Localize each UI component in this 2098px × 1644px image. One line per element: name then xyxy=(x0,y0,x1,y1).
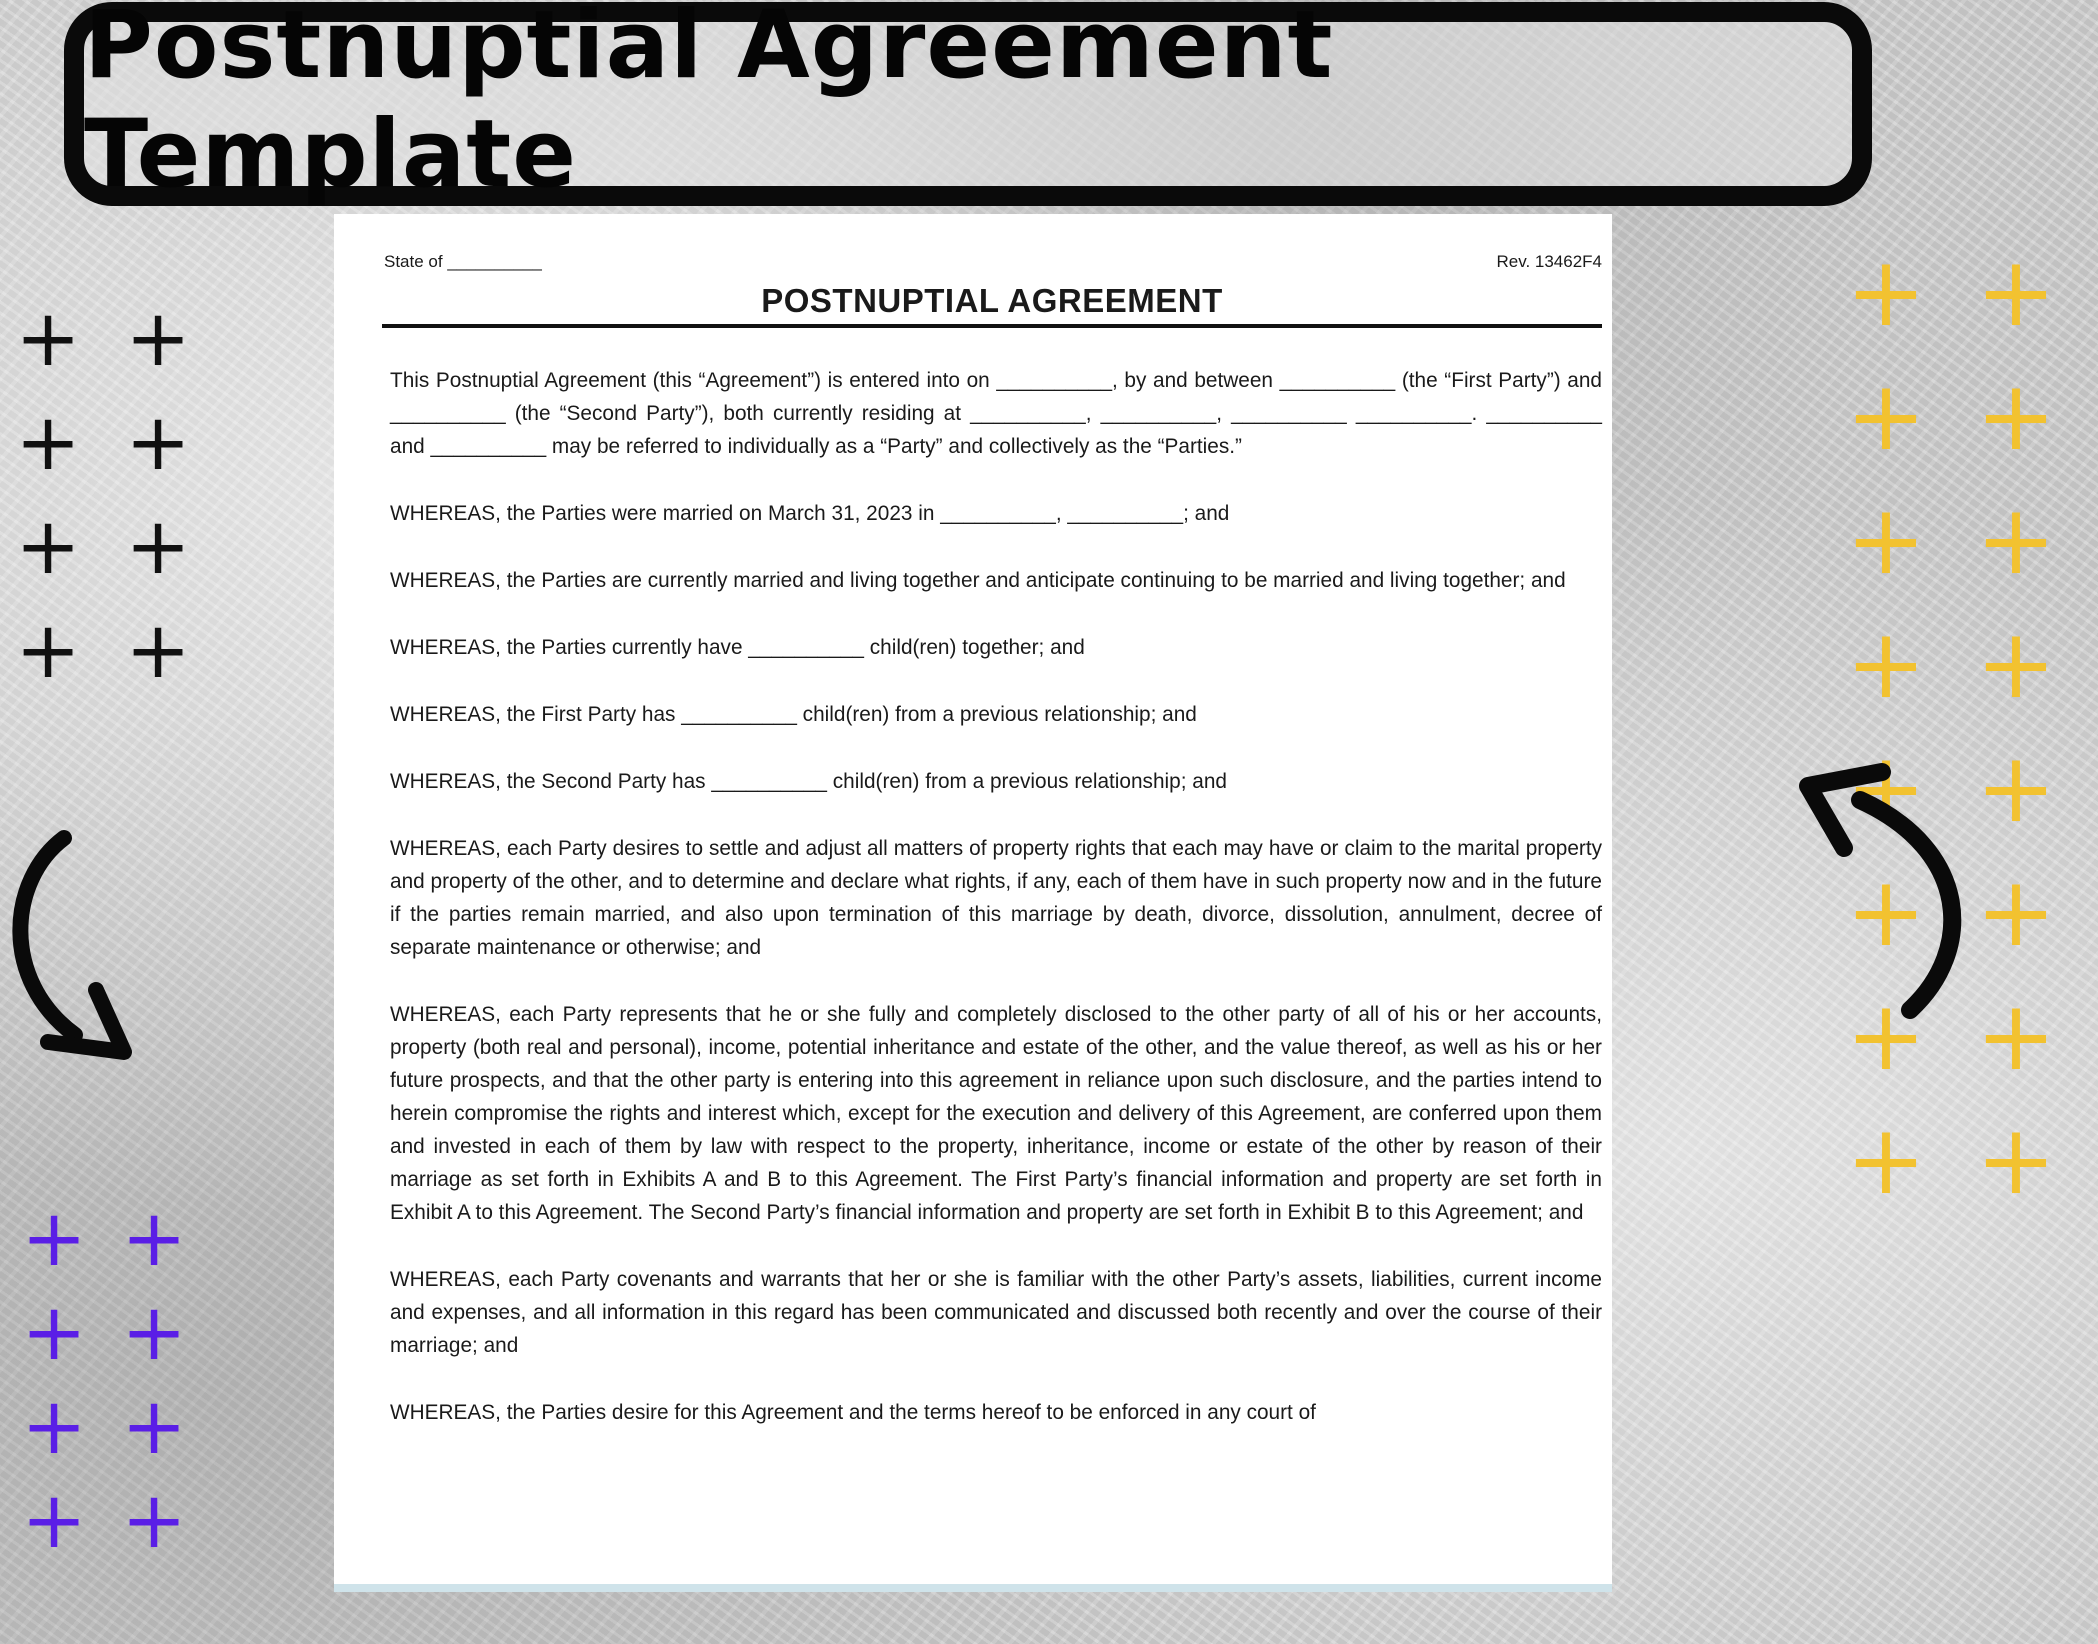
document-bottom-edge xyxy=(334,1584,1612,1592)
plus-icon: + xyxy=(1845,856,1927,968)
plus-icon: + xyxy=(21,1382,87,1472)
curved-arrow-down-right-icon xyxy=(0,830,140,1060)
plus-icon: + xyxy=(1975,236,2057,348)
paragraph: WHEREAS, the Parties are currently married and living together and anticipate continuing to be married and living together; and xyxy=(390,569,1566,592)
paragraph: WHEREAS, the Parties currently have __________ child(ren) together; and xyxy=(390,636,1085,659)
state-line: State of __________ xyxy=(384,252,542,271)
paragraph: WHEREAS, each Party desires to settle and adjust all matters of property rights that each may have or claim to the marital property and property of the other, and to determine and declare what rights, if any, each of them have in such property now and in the future if the parties remain married, and also upon termination of this marriage by death, divorce, dissolution, annulment, decree of separate maintenance or otherwise; and xyxy=(390,837,1602,959)
plus-icon: + xyxy=(1845,980,1927,1092)
plus-icon: + xyxy=(1975,980,2057,1092)
plus-icon: + xyxy=(1845,236,1927,348)
paragraph: WHEREAS, each Party represents that he or she fully and completely disclosed to the other party of all of his or her accounts, property (both real and personal), income, potential inheritance and estate of the other, and the value thereof, as well as his or her future prospects, and that the other party is entering into this agreement in reliance upon such disclosure, and the parties intend to herein compromise the rights and interest which, except for the execution and delivery of this Agreement, are conferred upon them and invested in each of them by law with respect to the property, inheritance, income or estate of the other by reason of their marriage as set forth in Exhibits A and B to this Agreement. The First Party’s financial information and property are set forth in Exhibit A to this Agreement. The Second Party’s financial information and property are set forth in Exhibit B to this Agreement; and xyxy=(390,1003,1602,1224)
paragraph: WHEREAS, each Party covenants and warrants that her or she is familiar with the other Party’s assets, liabilities, current income and expenses, and all information in this regard has been communicated and discussed both recently and over the course of their marriage; and xyxy=(390,1268,1602,1357)
revision-label: Rev. 13462F4 xyxy=(1496,252,1602,271)
plus-icon: + xyxy=(121,1476,187,1566)
plus-icon: + xyxy=(1845,360,1927,472)
document-body xyxy=(390,364,1602,1429)
purple-plus-pattern xyxy=(14,1194,214,1566)
plus-icon: + xyxy=(15,606,81,696)
plus-icon: + xyxy=(15,502,81,592)
paragraph: WHEREAS, the Parties were married on March 31, 2023 in __________, __________; and xyxy=(390,502,1230,525)
document-page xyxy=(334,214,1612,1592)
plus-icon: + xyxy=(121,1194,187,1284)
paragraph: WHEREAS, the Parties desire for this Agreement and the terms hereof to be enforced in any court of xyxy=(390,1401,1316,1424)
plus-icon: + xyxy=(1975,1104,2057,1216)
black-plus-pattern xyxy=(8,294,228,696)
plus-icon: + xyxy=(1975,856,2057,968)
document-header xyxy=(384,252,1602,272)
banner-title: Postnuptial Agreement Template xyxy=(84,0,1334,209)
plus-icon: + xyxy=(21,1476,87,1566)
plus-icon: + xyxy=(1845,732,1927,844)
plus-icon: + xyxy=(15,398,81,488)
paragraph: WHEREAS, the Second Party has __________ child(ren) from a previous relationship; and xyxy=(390,770,1227,793)
plus-icon: + xyxy=(121,1382,187,1472)
plus-icon: + xyxy=(21,1194,87,1284)
plus-icon: + xyxy=(15,294,81,384)
plus-icon: + xyxy=(1975,484,2057,596)
plus-icon: + xyxy=(121,1288,187,1378)
curved-arrow-up-left-icon xyxy=(1800,760,1970,1020)
plus-icon: + xyxy=(125,398,191,488)
plus-icon: + xyxy=(125,294,191,384)
plus-icon: + xyxy=(1975,608,2057,720)
yellow-plus-pattern xyxy=(1838,236,2098,1216)
paragraph: This Postnuptial Agreement (this “Agreement”) is entered into on __________, by and between __________ (the “First Party”) and __________ (the “Second Party”), both currently residing at __________, __________, __________ __________. __________ and __________ may be referred to individually as a “Party” and collectively as the “Parties.” xyxy=(390,369,1602,458)
plus-icon: + xyxy=(125,502,191,592)
plus-icon: + xyxy=(1975,732,2057,844)
title-banner xyxy=(64,0,1872,209)
paragraph: WHEREAS, the First Party has __________ child(ren) from a previous relationship; and xyxy=(390,703,1197,726)
plus-icon: + xyxy=(1845,608,1927,720)
plus-icon: + xyxy=(125,606,191,696)
plus-icon: + xyxy=(1845,1104,1927,1216)
plus-icon: + xyxy=(1975,360,2057,472)
document-title: POSTNUPTIAL AGREEMENT xyxy=(382,282,1602,328)
plus-icon: + xyxy=(21,1288,87,1378)
plus-icon: + xyxy=(1845,484,1927,596)
